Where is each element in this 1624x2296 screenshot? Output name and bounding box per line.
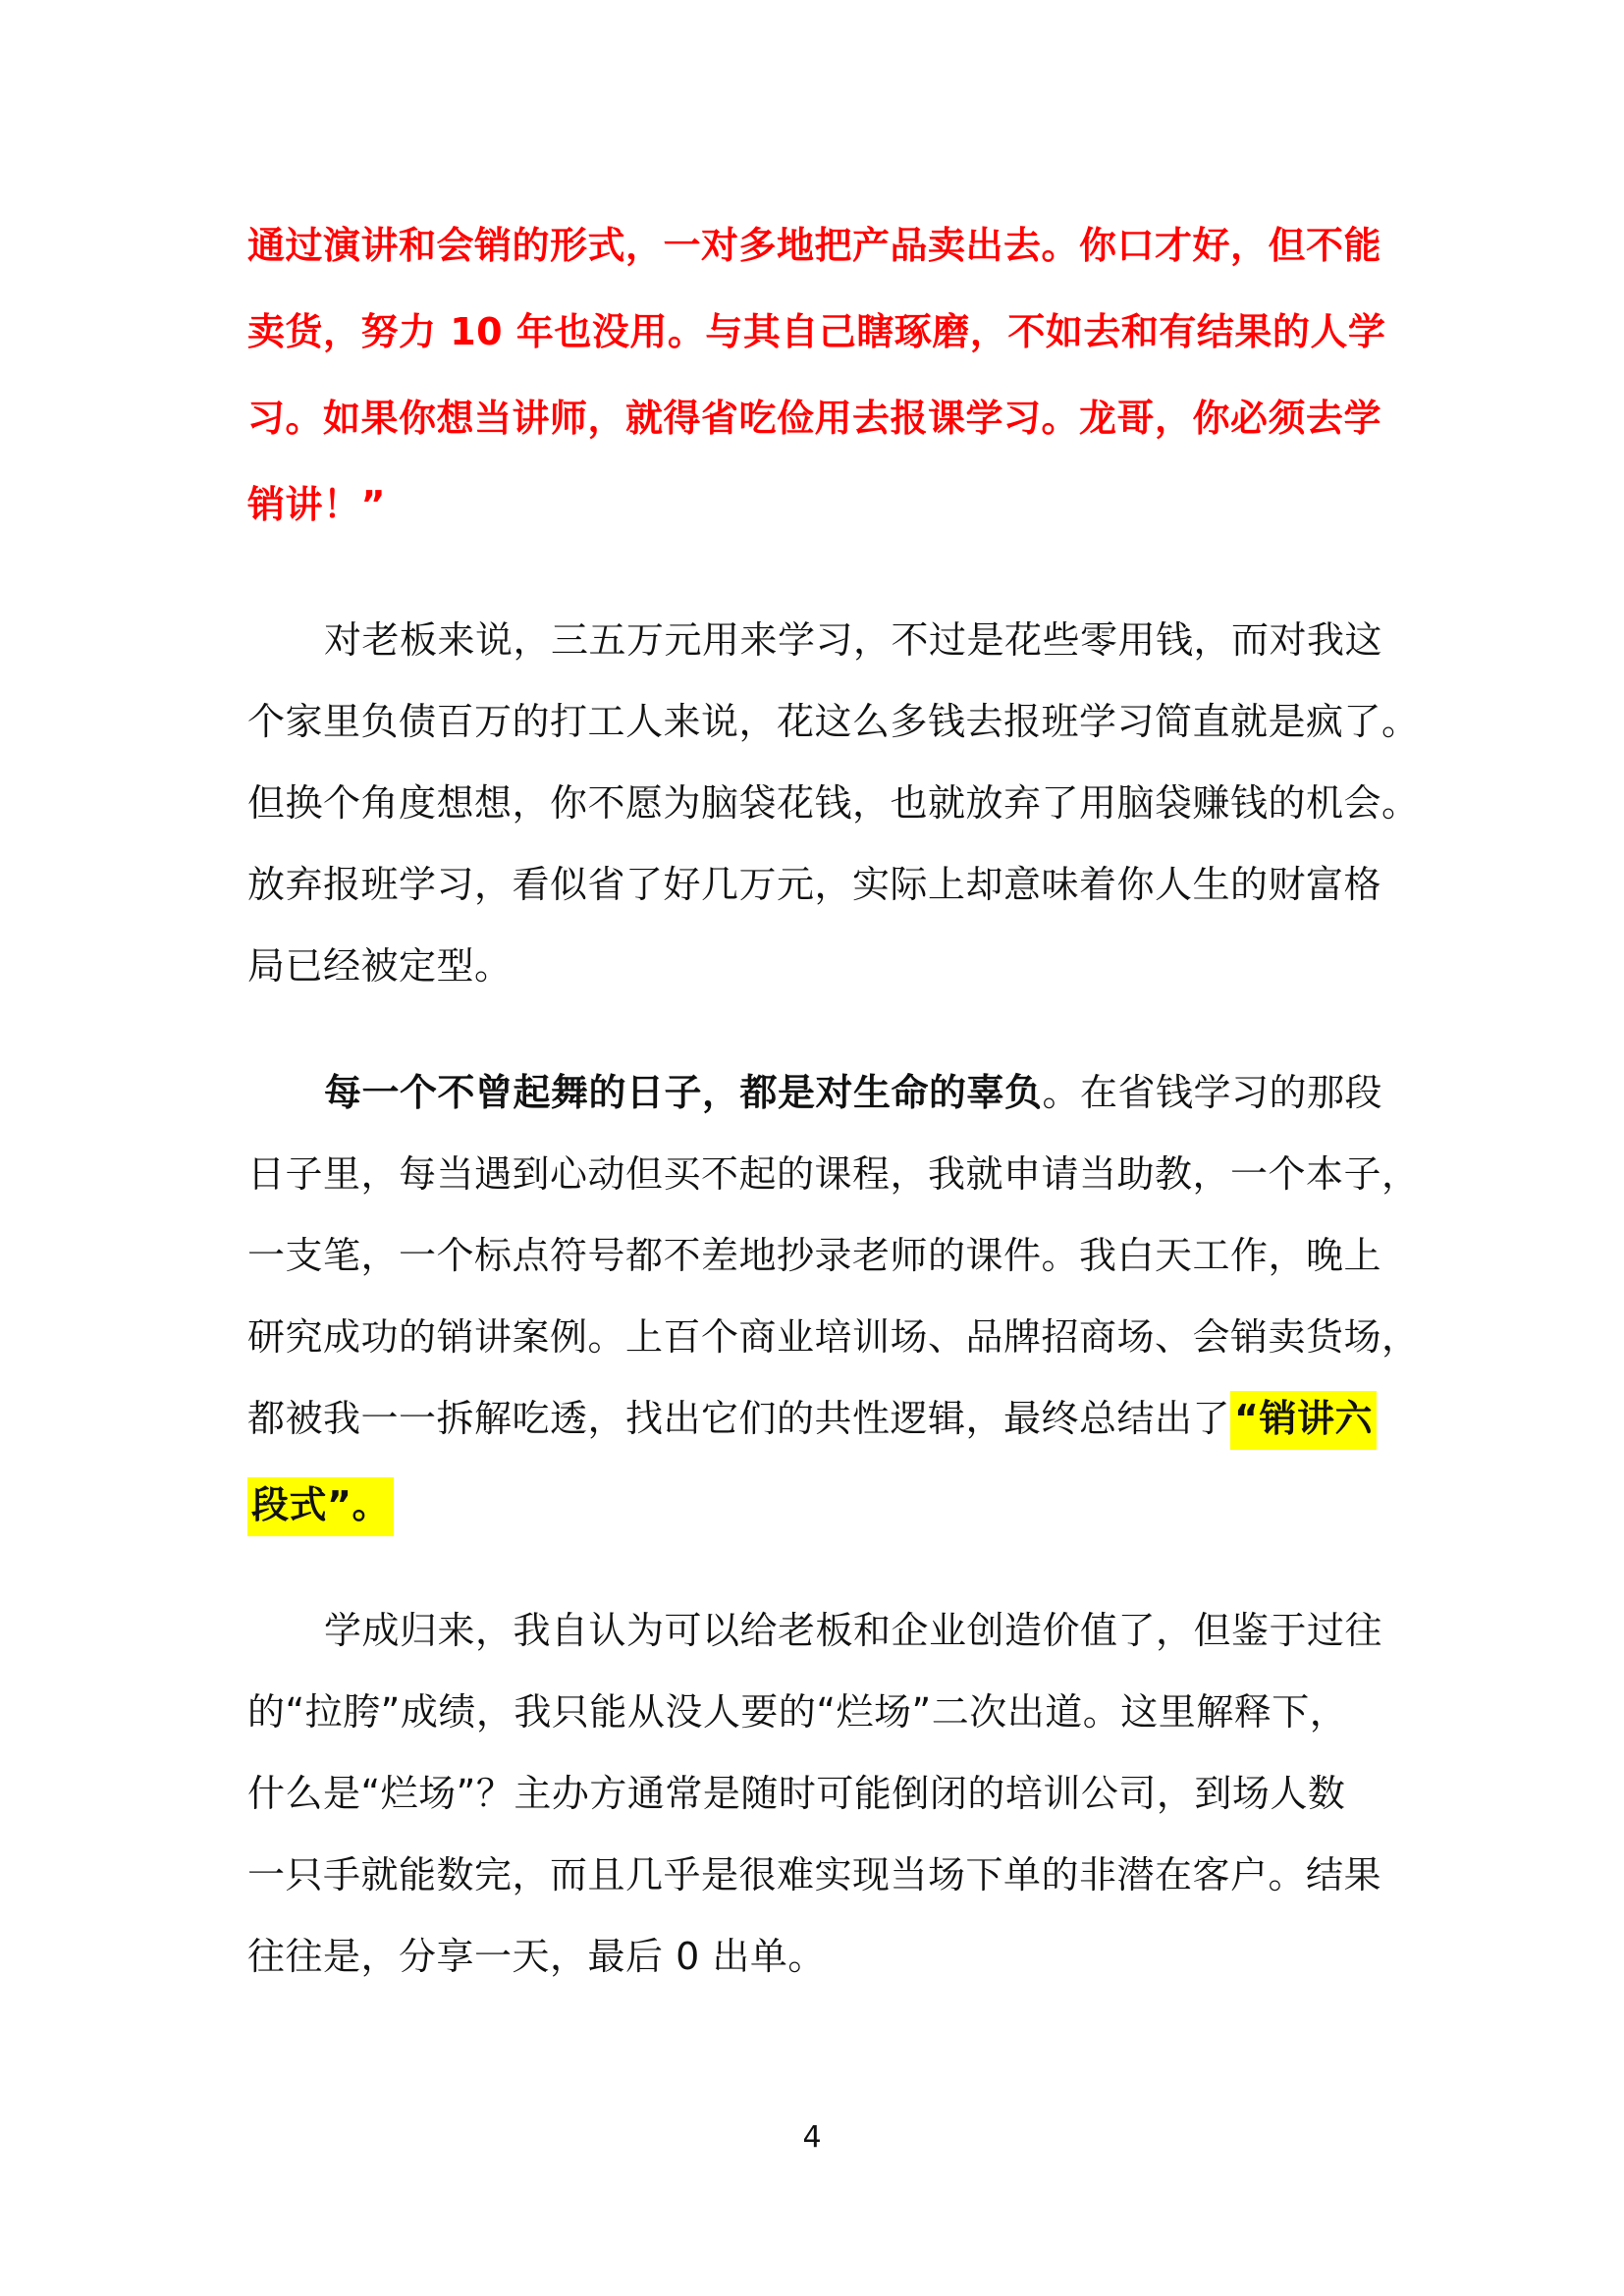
paragraph-4-line-3: 什么是“烂场”？主办方通常是随时可能倒闭的培训公司，到场人数 <box>247 1772 1346 1815</box>
paragraph-2-line-4: 放弃报班学习，看似省了好几万元，实际上却意味着你人生的财富格 <box>247 863 1382 906</box>
paragraph-1-line-4: 销讲！” <box>247 483 386 526</box>
page-number: 4 <box>802 2120 822 2155</box>
paragraph-3-line-5 <box>247 1394 1377 1443</box>
paragraph-2-line-5: 局已经被定型。 <box>247 944 513 988</box>
paragraph-2-line-1: 对老板来说，三五万元用来学习，不过是花些零用钱，而对我这 <box>324 618 1383 662</box>
paragraph-3-line-2: 日子里，每当遇到心动但买不起的课程，我就申请当助教，一个本子， <box>247 1152 1420 1196</box>
paragraph-4-line-1: 学成归来，我自认为可以给老板和企业创造价值了，但鉴于过往 <box>324 1609 1383 1652</box>
highlighted-term-end: 段式”。 <box>247 1477 394 1536</box>
highlighted-term-start: “销讲六 <box>1230 1391 1377 1450</box>
paragraph-3-line-3: 一支笔，一个标点符号都不差地抄录老师的课件。我白天工作，晚上 <box>247 1234 1382 1277</box>
paragraph-1-line-1: 通过演讲和会销的形式，一对多地把产品卖出去。你口才好，但不能 <box>247 224 1382 267</box>
paragraph-1-line-2: 卖货，努力 10 年也没用。与其自己瞎琢磨，不如去和有结果的人学 <box>247 310 1386 353</box>
paragraph-3-line-1 <box>324 1068 1382 1117</box>
paragraph-3-line-1-rest: 。在省钱学习的那段 <box>1042 1071 1383 1114</box>
paragraph-2-line-2: 个家里负债百万的打工人来说，花这么多钱去报班学习简直就是疯了。 <box>247 700 1420 743</box>
paragraph-4-line-2: 的“拉胯”成绩，我只能从没人要的“烂场”二次出道。这里解释下， <box>247 1690 1348 1734</box>
paragraph-4-line-5: 往往是，分享一天，最后 0 出单。 <box>247 1935 826 1978</box>
paragraph-1-line-3: 习。如果你想当讲师，就得省吃俭用去报课学习。龙哥，你必须去学 <box>247 397 1382 440</box>
paragraph-4-line-4: 一只手就能数完，而且几乎是很难实现当场下单的非潜在客户。结果 <box>247 1853 1382 1896</box>
paragraph-3-bold-quote: 每一个不曾起舞的日子，都是对生命的辜负 <box>324 1071 1043 1114</box>
paragraph-3-line-6 <box>247 1480 394 1529</box>
paragraph-3-line-5-text: 都被我一一拆解吃透，找出它们的共性逻辑，最终总结出了 <box>247 1397 1231 1440</box>
paragraph-3-line-4: 研究成功的销讲案例。上百个商业培训场、品牌招商场、会销卖货场， <box>247 1315 1420 1359</box>
paragraph-2-line-3: 但换个角度想想，你不愿为脑袋花钱，也就放弃了用脑袋赚钱的机会。 <box>247 781 1420 825</box>
